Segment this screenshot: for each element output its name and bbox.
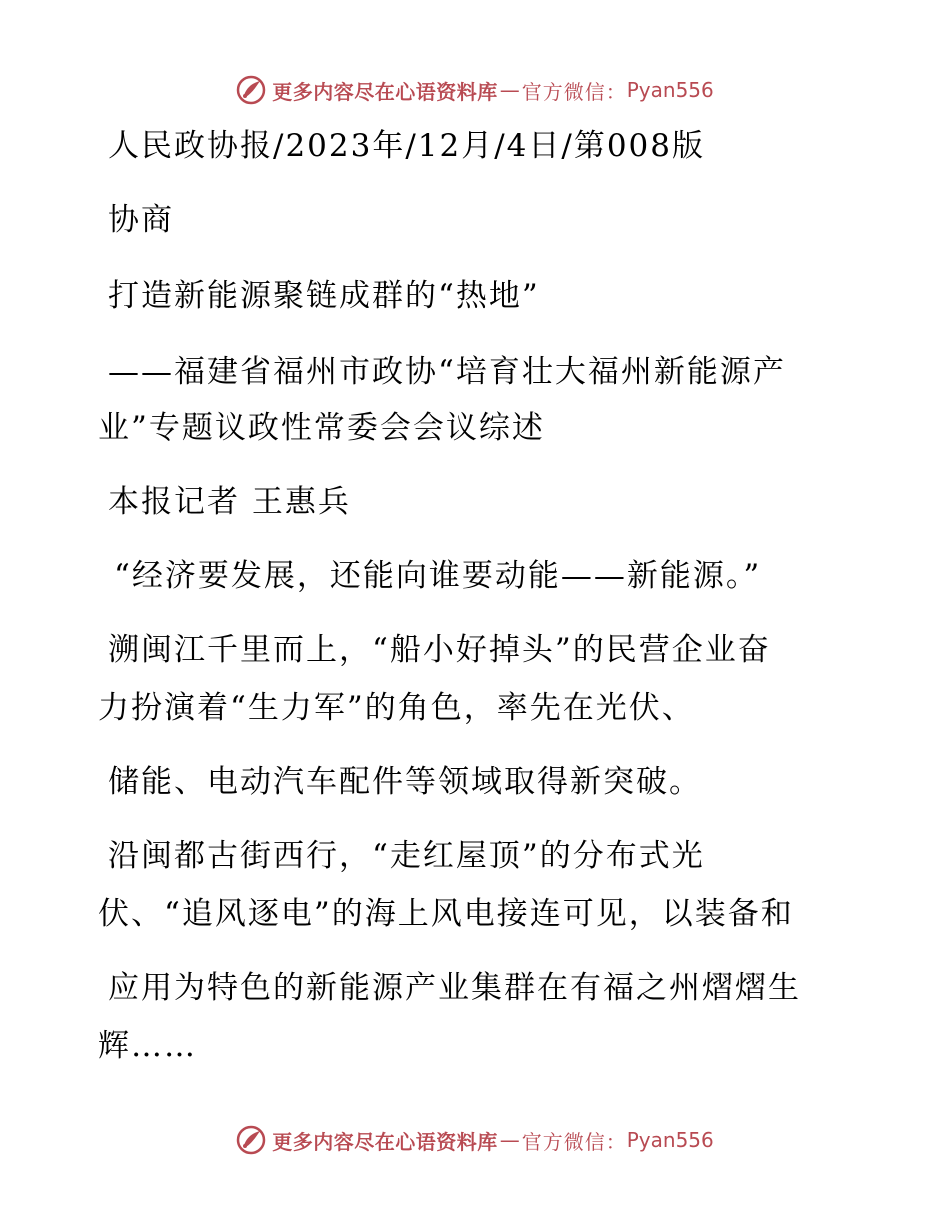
watermark-separator: — xyxy=(499,1128,520,1152)
watermark-wechat-id: Pyan556 xyxy=(626,78,714,102)
doc-byline: 本报记者 王惠兵 xyxy=(108,484,351,520)
doc-subheadline-line-1: ——福建省福州市政协“培育壮大福州新能源产 xyxy=(108,354,786,390)
watermark-separator: — xyxy=(499,78,520,102)
watermark-wechat-id: Pyan556 xyxy=(626,1128,714,1152)
doc-paragraph-quote: “经济要发展，还能向谁要动能——新能源。” xyxy=(114,558,762,594)
watermark-header xyxy=(0,72,950,108)
watermark-brand: 更多内容尽在心语资料库 xyxy=(272,79,498,104)
watermark-footer xyxy=(0,1122,950,1158)
doc-paragraph-line: 伏、“追风逐电”的海上风电接连可见，以装备和 xyxy=(98,896,794,932)
doc-paragraph-line: 沿闽都古街西行，“走红屋顶”的分布式光 xyxy=(108,838,705,874)
watermark-brand: 更多内容尽在心语资料库 xyxy=(272,1129,498,1154)
doc-headline: 打造新能源聚链成群的“热地” xyxy=(108,278,540,314)
watermark-label: 官方微信： xyxy=(521,1129,627,1154)
doc-section-title: 协商 xyxy=(108,202,174,238)
doc-paragraph-line: 储能、电动汽车配件等领域取得新突破。 xyxy=(108,764,702,800)
doc-paragraph-line: 应用为特色的新能源产业集群在有福之州熠熠生 xyxy=(108,970,801,1006)
doc-subheadline-line-2: 业”专题议政性常委会会议综述 xyxy=(98,410,545,446)
doc-paragraph-line: 溯闽江千里而上，“船小好掉头”的民营企业奋 xyxy=(108,632,771,668)
brand-logo-icon xyxy=(236,75,266,105)
doc-paragraph-line: 辉…… xyxy=(98,1028,197,1064)
brand-logo-icon xyxy=(236,1125,266,1155)
doc-source-line: 人民政协报/2023年/12月/4日/第008版 xyxy=(108,128,706,164)
doc-paragraph-line: 力扮演着“生力军”的角色，率先在光伏、 xyxy=(98,690,695,726)
watermark-label: 官方微信： xyxy=(521,79,627,104)
